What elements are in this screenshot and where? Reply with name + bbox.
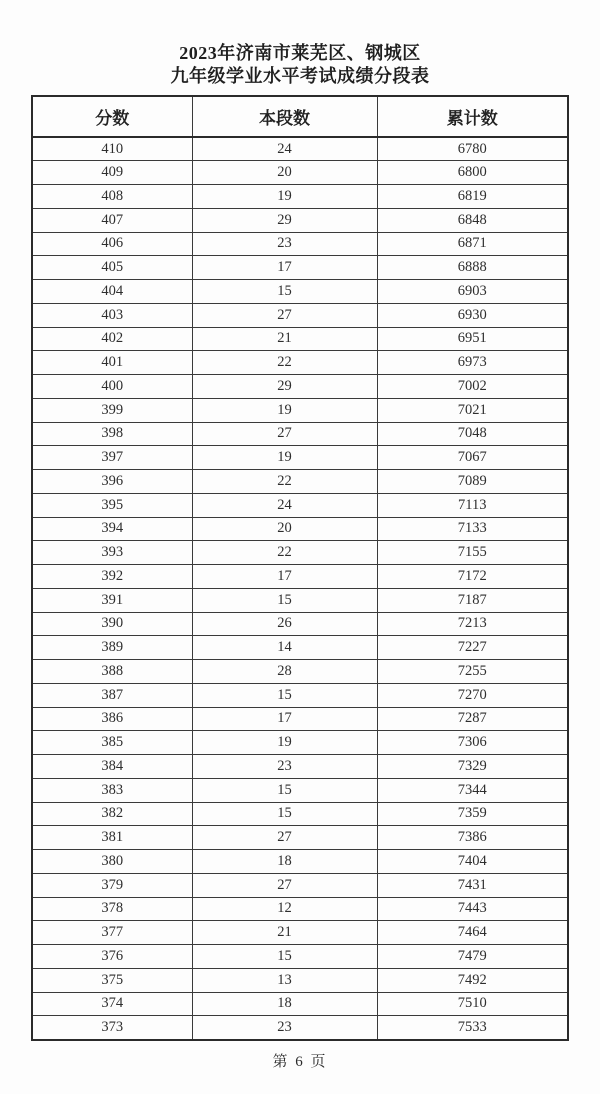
table-row (32, 755, 568, 779)
score-cell: 376 (32, 945, 192, 969)
table-row (32, 185, 568, 209)
segment-count-cell: 17 (192, 256, 377, 280)
score-cell: 374 (32, 992, 192, 1016)
document-title (0, 0, 600, 88)
score-cell: 375 (32, 968, 192, 992)
cumulative-count-cell: 7359 (377, 802, 568, 826)
cumulative-count-cell: 6888 (377, 256, 568, 280)
score-cell: 405 (32, 256, 192, 280)
segment-count-cell: 15 (192, 778, 377, 802)
table-row (32, 137, 568, 161)
table-row (32, 351, 568, 375)
page-number: 第 6 页 (272, 1053, 328, 1070)
score-cell: 397 (32, 446, 192, 470)
segment-count-cell: 19 (192, 398, 377, 422)
score-cell: 404 (32, 280, 192, 304)
score-cell: 409 (32, 161, 192, 185)
cumulative-count-cell: 7187 (377, 588, 568, 612)
cumulative-count-cell: 6800 (377, 161, 568, 185)
cumulative-count-cell: 6780 (377, 137, 568, 161)
score-cell: 383 (32, 778, 192, 802)
cumulative-count-cell: 7213 (377, 612, 568, 636)
table-row (32, 731, 568, 755)
score-cell: 395 (32, 493, 192, 517)
score-cell: 402 (32, 327, 192, 351)
segment-count-cell: 22 (192, 541, 377, 565)
cumulative-count-cell: 7464 (377, 921, 568, 945)
cumulative-count-cell: 7386 (377, 826, 568, 850)
score-cell: 377 (32, 921, 192, 945)
table-row (32, 707, 568, 731)
segment-count-cell: 24 (192, 137, 377, 161)
cumulative-count-cell: 7133 (377, 517, 568, 541)
table-row (32, 375, 568, 399)
cumulative-count-cell: 7021 (377, 398, 568, 422)
segment-count-cell: 22 (192, 351, 377, 375)
score-cell: 387 (32, 683, 192, 707)
table-row (32, 422, 568, 446)
cumulative-count-cell: 6951 (377, 327, 568, 351)
cumulative-count-cell: 7172 (377, 565, 568, 589)
segment-count-cell: 27 (192, 422, 377, 446)
segment-count-column-header: 本段数 (192, 96, 377, 137)
segment-count-cell: 23 (192, 232, 377, 256)
table-row (32, 588, 568, 612)
table-row (32, 565, 568, 589)
cumulative-count-cell: 7155 (377, 541, 568, 565)
segment-count-cell: 23 (192, 755, 377, 779)
table-row (32, 541, 568, 565)
score-cell: 393 (32, 541, 192, 565)
table-row (32, 303, 568, 327)
table-row (32, 208, 568, 232)
score-cell: 380 (32, 850, 192, 874)
score-cell: 398 (32, 422, 192, 446)
cumulative-count-cell: 7443 (377, 897, 568, 921)
cumulative-count-cell: 7533 (377, 1016, 568, 1040)
table-row (32, 446, 568, 470)
segment-count-cell: 15 (192, 683, 377, 707)
cumulative-count-cell: 7287 (377, 707, 568, 731)
cumulative-count-cell: 7510 (377, 992, 568, 1016)
score-cell: 382 (32, 802, 192, 826)
score-cell: 410 (32, 137, 192, 161)
segment-count-cell: 27 (192, 826, 377, 850)
score-cell: 384 (32, 755, 192, 779)
score-column-header: 分数 (32, 96, 192, 137)
score-cell: 408 (32, 185, 192, 209)
segment-count-cell: 17 (192, 565, 377, 589)
score-cell: 391 (32, 588, 192, 612)
segment-count-cell: 20 (192, 161, 377, 185)
segment-count-cell: 19 (192, 446, 377, 470)
segment-count-cell: 18 (192, 850, 377, 874)
segment-count-cell: 27 (192, 303, 377, 327)
table-row (32, 778, 568, 802)
table-row (32, 327, 568, 351)
cumulative-count-cell: 7002 (377, 375, 568, 399)
score-cell: 386 (32, 707, 192, 731)
table-row (32, 612, 568, 636)
table-row (32, 945, 568, 969)
cumulative-count-cell: 6903 (377, 280, 568, 304)
table-row (32, 161, 568, 185)
segment-count-cell: 17 (192, 707, 377, 731)
cumulative-count-cell: 7404 (377, 850, 568, 874)
cumulative-count-cell: 7089 (377, 470, 568, 494)
score-cell: 379 (32, 873, 192, 897)
table-row (32, 517, 568, 541)
cumulative-count-cell: 7048 (377, 422, 568, 446)
table-row (32, 826, 568, 850)
cumulative-count-column-header: 累计数 (377, 96, 568, 137)
segment-count-cell: 14 (192, 636, 377, 660)
segment-count-cell: 24 (192, 493, 377, 517)
cumulative-count-cell: 7344 (377, 778, 568, 802)
segment-count-cell: 18 (192, 992, 377, 1016)
score-cell: 403 (32, 303, 192, 327)
cumulative-count-cell: 6930 (377, 303, 568, 327)
table-row (32, 992, 568, 1016)
table-row (32, 873, 568, 897)
segment-count-cell: 19 (192, 185, 377, 209)
segment-count-cell: 15 (192, 802, 377, 826)
score-cell: 381 (32, 826, 192, 850)
table-row (32, 968, 568, 992)
table-row (32, 636, 568, 660)
score-cell: 394 (32, 517, 192, 541)
segment-count-cell: 15 (192, 280, 377, 304)
cumulative-count-cell: 7492 (377, 968, 568, 992)
score-cell: 407 (32, 208, 192, 232)
cumulative-count-cell: 7306 (377, 731, 568, 755)
segment-count-cell: 21 (192, 921, 377, 945)
score-cell: 396 (32, 470, 192, 494)
score-cell: 406 (32, 232, 192, 256)
cumulative-count-cell: 6819 (377, 185, 568, 209)
cumulative-count-cell: 6871 (377, 232, 568, 256)
segment-count-cell: 19 (192, 731, 377, 755)
segment-count-cell: 20 (192, 517, 377, 541)
score-cell: 390 (32, 612, 192, 636)
table-row (32, 493, 568, 517)
segment-count-cell: 21 (192, 327, 377, 351)
score-distribution-table (31, 95, 569, 1041)
score-cell: 392 (32, 565, 192, 589)
score-cell: 399 (32, 398, 192, 422)
cumulative-count-cell: 7067 (377, 446, 568, 470)
cumulative-count-cell: 6848 (377, 208, 568, 232)
segment-count-cell: 27 (192, 873, 377, 897)
score-cell: 388 (32, 660, 192, 684)
score-cell: 385 (32, 731, 192, 755)
segment-count-cell: 29 (192, 375, 377, 399)
score-cell: 400 (32, 375, 192, 399)
table-row (32, 683, 568, 707)
score-cell: 378 (32, 897, 192, 921)
segment-count-cell: 15 (192, 588, 377, 612)
score-cell: 373 (32, 1016, 192, 1040)
table-row (32, 232, 568, 256)
segment-count-cell: 23 (192, 1016, 377, 1040)
cumulative-count-cell: 7255 (377, 660, 568, 684)
segment-count-cell: 22 (192, 470, 377, 494)
cumulative-count-cell: 6973 (377, 351, 568, 375)
segment-count-cell: 28 (192, 660, 377, 684)
table-row (32, 470, 568, 494)
score-cell: 401 (32, 351, 192, 375)
segment-count-cell: 13 (192, 968, 377, 992)
score-table-body (32, 137, 568, 1040)
table-row (32, 256, 568, 280)
table-row (32, 850, 568, 874)
table-row (32, 1016, 568, 1040)
title-line-2: 九年级学业水平考试成绩分段表 (170, 66, 430, 86)
cumulative-count-cell: 7329 (377, 755, 568, 779)
segment-count-cell: 29 (192, 208, 377, 232)
cumulative-count-cell: 7270 (377, 683, 568, 707)
table-row (32, 280, 568, 304)
cumulative-count-cell: 7113 (377, 493, 568, 517)
table-header-row (32, 96, 568, 137)
cumulative-count-cell: 7227 (377, 636, 568, 660)
table-row (32, 398, 568, 422)
cumulative-count-cell: 7431 (377, 873, 568, 897)
segment-count-cell: 12 (192, 897, 377, 921)
title-line-1: 2023年济南市莱芜区、钢城区 (179, 43, 421, 63)
table-row (32, 897, 568, 921)
table-row (32, 660, 568, 684)
segment-count-cell: 15 (192, 945, 377, 969)
table-row (32, 802, 568, 826)
segment-count-cell: 26 (192, 612, 377, 636)
score-cell: 389 (32, 636, 192, 660)
cumulative-count-cell: 7479 (377, 945, 568, 969)
table-row (32, 921, 568, 945)
